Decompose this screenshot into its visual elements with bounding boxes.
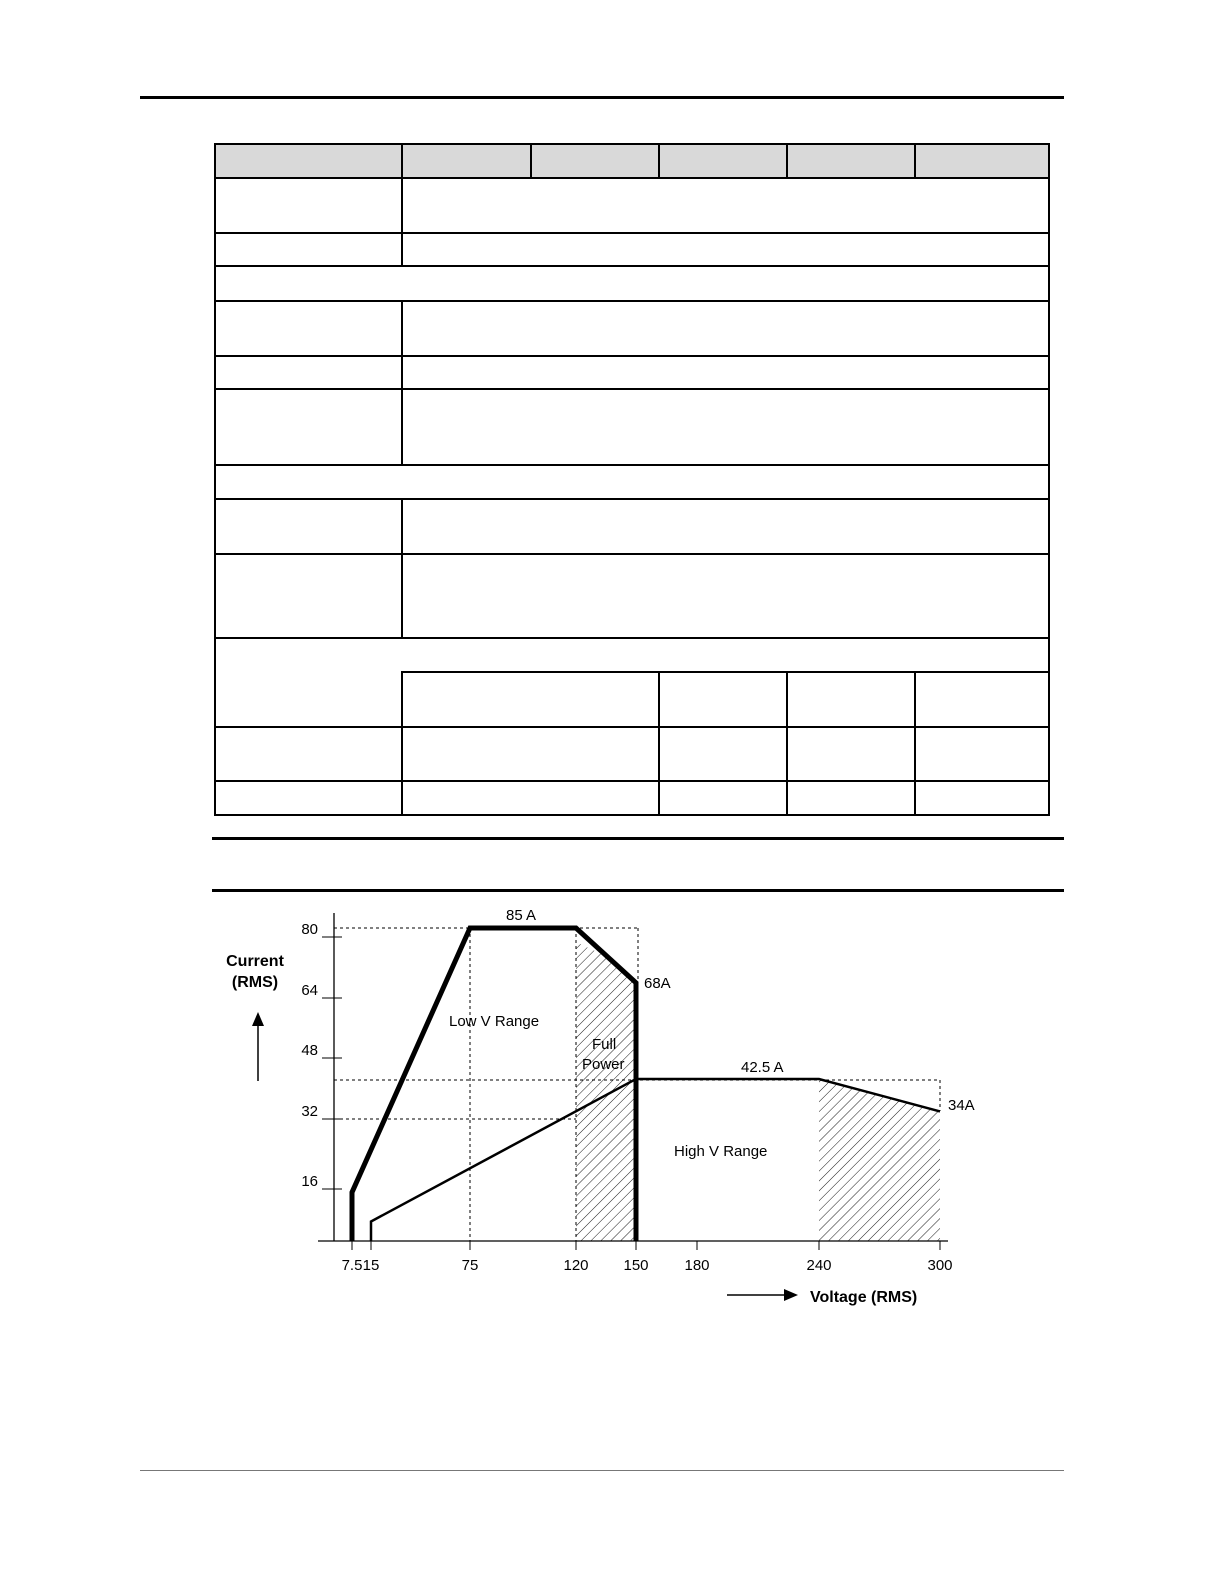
region-high-label: High V Range (674, 1143, 768, 1160)
table-row-line (214, 464, 1050, 466)
table-row-line (214, 780, 1050, 782)
table-border-left (214, 143, 216, 816)
table-row-line (214, 232, 1050, 234)
table-divider (786, 671, 788, 816)
x-axis-title: Voltage (RMS) (810, 1289, 918, 1306)
table-row-line (214, 265, 1050, 267)
y-tick-label: 16 (301, 1173, 318, 1190)
y-tick-label: 80 (301, 921, 318, 938)
section-rule-2 (212, 889, 1064, 892)
table-divider (914, 671, 916, 816)
table-row-line (214, 355, 1050, 357)
table-row-line (214, 300, 1050, 302)
table-divider (401, 143, 403, 177)
x-tick-label: 75 (461, 1257, 479, 1274)
spec-table (214, 143, 1050, 816)
table-row-line (214, 177, 1050, 179)
bottom-rule (140, 1470, 1064, 1471)
x-tick-label: 180 (684, 1257, 710, 1274)
table-border-bottom (214, 814, 1050, 816)
x-tick-label: 150 (623, 1257, 649, 1274)
table-divider (786, 143, 788, 177)
up-arrow-icon (252, 1012, 264, 1026)
table-divider (658, 671, 660, 816)
x-tick-label: 120 (563, 1257, 589, 1274)
right-arrow-icon (784, 1289, 798, 1301)
x-ticks (342, 1241, 953, 1274)
table-row-line (214, 553, 1050, 555)
full-power-hatch (576, 942, 636, 1241)
y-tick-label: 32 (301, 1103, 318, 1120)
section-rule-1 (212, 837, 1064, 840)
table-row-line (214, 388, 1050, 390)
peak-high-label: 42.5 A (741, 1059, 784, 1076)
current-voltage-chart (0, 895, 1224, 1325)
region-full-label-2: Power (582, 1056, 625, 1073)
table-divider (401, 498, 403, 638)
x-tick-label: 240 (806, 1257, 832, 1274)
high-range-hatch (819, 1080, 940, 1241)
table-row-line (401, 671, 1050, 673)
table-divider (401, 300, 403, 465)
x-tick-label: 300 (927, 1257, 953, 1274)
x-tick-label: 7.5 (341, 1257, 363, 1274)
table-row-line (214, 726, 1050, 728)
table-header-row (214, 143, 1050, 177)
end-high-label: 34A (948, 1097, 975, 1114)
end-low-label: 68A (644, 975, 671, 992)
region-full-label-1: Full (592, 1036, 617, 1053)
table-divider (914, 143, 916, 177)
table-border-top (214, 143, 1050, 145)
table-divider (658, 143, 660, 177)
x-tick-label: 15 (362, 1257, 380, 1274)
table-row-line (214, 637, 1050, 639)
table-border-right (1048, 143, 1050, 816)
top-rule (140, 96, 1064, 99)
y-tick-label: 48 (301, 1042, 318, 1059)
table-row-line (214, 498, 1050, 500)
table-divider (530, 143, 532, 177)
y-tick-label: 64 (301, 982, 318, 999)
y-axis-title-line1: Current (226, 953, 284, 970)
y-axis-title-line2: (RMS) (231, 974, 279, 991)
peak-low-label: 85 A (506, 907, 537, 924)
table-divider (401, 177, 403, 266)
table-divider (401, 671, 403, 816)
region-low-label: Low V Range (449, 1013, 540, 1030)
y-ticks (301, 921, 342, 1190)
